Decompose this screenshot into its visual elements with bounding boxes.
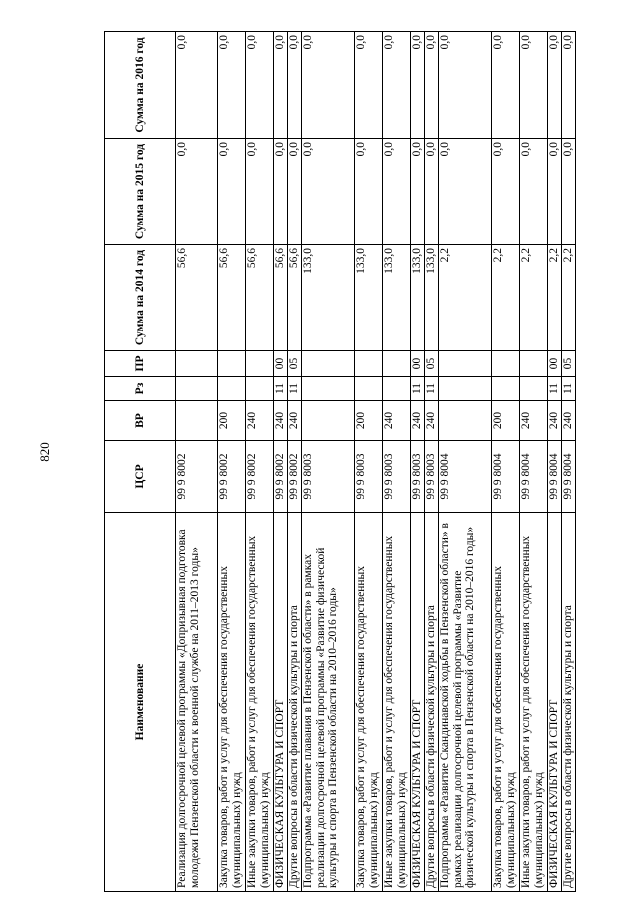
cell-name: ФИЗИЧЕСКАЯ КУЛЬТУРА И СПОРТ xyxy=(274,513,288,892)
cell-name: Иные закупки товаров, работ и услуг для обеспечения государственных (муниципальных) нужд xyxy=(246,513,274,892)
cell-vr: 240 xyxy=(411,401,425,441)
table-row xyxy=(548,32,562,892)
page-number: 820 xyxy=(37,442,52,462)
cell-sum-2015: 0,0 xyxy=(288,139,302,245)
cell-csr: 99 9 8004 xyxy=(548,441,562,513)
cell-vr: 240 xyxy=(246,401,274,441)
cell-pr xyxy=(439,351,492,377)
table-header-row xyxy=(105,32,176,892)
table-row xyxy=(492,32,520,892)
cell-vr: 240 xyxy=(562,401,576,441)
cell-rz: 11 xyxy=(411,377,425,401)
cell-name: Закупка товаров, работ и услуг для обеспечения государственных (муниципальных) нужд xyxy=(218,513,246,892)
header-csr: ЦСР xyxy=(105,441,176,513)
cell-name: Другие вопросы в области физической культуры и спорта xyxy=(562,513,576,892)
cell-csr: 99 9 8003 xyxy=(425,441,439,513)
cell-pr xyxy=(492,351,520,377)
cell-csr: 99 9 8003 xyxy=(411,441,425,513)
cell-sum-2014: 2,2 xyxy=(439,245,492,351)
cell-vr xyxy=(302,401,355,441)
table-row xyxy=(176,32,218,892)
budget-table xyxy=(104,31,576,892)
cell-rz xyxy=(383,377,411,401)
table-row xyxy=(562,32,576,892)
cell-csr: 99 9 8004 xyxy=(439,441,492,513)
cell-name: Реализация долгосрочной целевой программы «Допризывная подготовка молодежи Пензенской области к военной службе на 2011–2013 годы» xyxy=(176,513,218,892)
cell-sum-2014: 56,6 xyxy=(288,245,302,351)
cell-sum-2016: 0,0 xyxy=(411,32,425,139)
cell-sum-2014: 56,6 xyxy=(246,245,274,351)
cell-pr xyxy=(218,351,246,377)
cell-rz xyxy=(176,377,218,401)
cell-sum-2014: 133,0 xyxy=(302,245,355,351)
cell-rz xyxy=(218,377,246,401)
cell-sum-2015: 0,0 xyxy=(176,139,218,245)
cell-csr: 99 9 8002 xyxy=(176,441,218,513)
cell-vr: 200 xyxy=(218,401,246,441)
cell-sum-2014: 56,6 xyxy=(274,245,288,351)
cell-vr: 240 xyxy=(274,401,288,441)
table-row xyxy=(439,32,492,892)
cell-vr: 240 xyxy=(520,401,548,441)
cell-sum-2016: 0,0 xyxy=(218,32,246,139)
header-sum-2016: Сумма на 2016 год xyxy=(105,32,176,139)
cell-sum-2016: 0,0 xyxy=(355,32,383,139)
cell-name: Иные закупки товаров, работ и услуг для обеспечения государственных (муниципальных) нужд xyxy=(383,513,411,892)
cell-name: Закупка товаров, работ и услуг для обеспечения государственных (муниципальных) нужд xyxy=(355,513,383,892)
cell-rz xyxy=(355,377,383,401)
cell-vr xyxy=(439,401,492,441)
table-row xyxy=(288,32,302,892)
cell-sum-2015: 0,0 xyxy=(355,139,383,245)
cell-sum-2016: 0,0 xyxy=(274,32,288,139)
cell-name: ФИЗИЧЕСКАЯ КУЛЬТУРА И СПОРТ xyxy=(411,513,425,892)
cell-rz xyxy=(246,377,274,401)
cell-pr xyxy=(246,351,274,377)
cell-vr: 240 xyxy=(548,401,562,441)
cell-rz: 11 xyxy=(425,377,439,401)
header-sum-2014: Сумма на 2014 год xyxy=(105,245,176,351)
cell-pr xyxy=(520,351,548,377)
cell-sum-2014: 133,0 xyxy=(355,245,383,351)
cell-pr: 00 xyxy=(548,351,562,377)
table-row xyxy=(302,32,355,892)
cell-sum-2015: 0,0 xyxy=(302,139,355,245)
cell-pr: 05 xyxy=(288,351,302,377)
cell-rz: 11 xyxy=(562,377,576,401)
cell-pr xyxy=(176,351,218,377)
cell-rz: 11 xyxy=(288,377,302,401)
cell-vr: 240 xyxy=(425,401,439,441)
cell-rz: 11 xyxy=(548,377,562,401)
cell-name: Иные закупки товаров, работ и услуг для обеспечения государственных (муниципальных) нужд xyxy=(520,513,548,892)
cell-csr: 99 9 8003 xyxy=(302,441,355,513)
cell-csr: 99 9 8002 xyxy=(246,441,274,513)
rotated-content xyxy=(104,32,634,892)
cell-rz xyxy=(520,377,548,401)
header-rz: Рз xyxy=(105,377,176,401)
cell-sum-2015: 0,0 xyxy=(562,139,576,245)
cell-csr: 99 9 8002 xyxy=(288,441,302,513)
cell-csr: 99 9 8004 xyxy=(562,441,576,513)
header-vr: ВР xyxy=(105,401,176,441)
cell-pr: 05 xyxy=(562,351,576,377)
cell-csr: 99 9 8002 xyxy=(274,441,288,513)
cell-name: Подпрограмма «Развитие плавания в Пензенской области» в рамках реализации долгосрочной целевой программы «Развитие физической культуры и спорта в Пензенской области на 2010–2016 годы» xyxy=(302,513,355,892)
cell-rz xyxy=(439,377,492,401)
cell-sum-2016: 0,0 xyxy=(246,32,274,139)
cell-sum-2016: 0,0 xyxy=(520,32,548,139)
cell-sum-2014: 133,0 xyxy=(383,245,411,351)
cell-csr: 99 9 8002 xyxy=(218,441,246,513)
table-row xyxy=(246,32,274,892)
cell-name: Другие вопросы в области физической культуры и спорта xyxy=(288,513,302,892)
table-row xyxy=(411,32,425,892)
cell-name: Закупка товаров, работ и услуг для обеспечения государственных (муниципальных) нужд xyxy=(492,513,520,892)
cell-vr: 240 xyxy=(288,401,302,441)
cell-sum-2016: 0,0 xyxy=(439,32,492,139)
table-row xyxy=(355,32,383,892)
cell-rz xyxy=(302,377,355,401)
cell-sum-2015: 0,0 xyxy=(548,139,562,245)
cell-name: Другие вопросы в области физической культуры и спорта xyxy=(425,513,439,892)
cell-sum-2015: 0,0 xyxy=(218,139,246,245)
cell-vr xyxy=(176,401,218,441)
header-name: Наименование xyxy=(105,513,176,892)
cell-pr: 00 xyxy=(274,351,288,377)
table-body xyxy=(176,32,576,892)
cell-sum-2016: 0,0 xyxy=(425,32,439,139)
cell-sum-2014: 133,0 xyxy=(425,245,439,351)
table-row xyxy=(383,32,411,892)
header-sum-2015: Сумма на 2015 год xyxy=(105,139,176,245)
cell-pr: 00 xyxy=(411,351,425,377)
cell-name: ФИЗИЧЕСКАЯ КУЛЬТУРА И СПОРТ xyxy=(548,513,562,892)
cell-rz: 11 xyxy=(274,377,288,401)
rotated-page xyxy=(104,32,634,892)
cell-name: Подпрограмма «Развитие Скандинавской ходьбы в Пензенской области» в рамках реализации долгосрочной целевой программы «Развитие физической культуры и спорта в Пензенской области на 2010–2016 годы» xyxy=(439,513,492,892)
cell-sum-2015: 0,0 xyxy=(246,139,274,245)
table-row xyxy=(425,32,439,892)
table-row xyxy=(520,32,548,892)
cell-csr: 99 9 8003 xyxy=(355,441,383,513)
cell-pr xyxy=(355,351,383,377)
cell-csr: 99 9 8003 xyxy=(383,441,411,513)
header-pr: ПР xyxy=(105,351,176,377)
cell-vr: 240 xyxy=(383,401,411,441)
cell-sum-2014: 2,2 xyxy=(548,245,562,351)
cell-sum-2016: 0,0 xyxy=(176,32,218,139)
cell-sum-2015: 0,0 xyxy=(383,139,411,245)
cell-sum-2015: 0,0 xyxy=(520,139,548,245)
cell-sum-2016: 0,0 xyxy=(383,32,411,139)
table-row xyxy=(218,32,246,892)
cell-sum-2014: 56,6 xyxy=(176,245,218,351)
cell-sum-2016: 0,0 xyxy=(492,32,520,139)
cell-vr: 200 xyxy=(492,401,520,441)
table-row xyxy=(274,32,288,892)
cell-sum-2015: 0,0 xyxy=(411,139,425,245)
cell-sum-2016: 0,0 xyxy=(562,32,576,139)
cell-sum-2015: 0,0 xyxy=(425,139,439,245)
cell-sum-2016: 0,0 xyxy=(302,32,355,139)
cell-sum-2014: 2,2 xyxy=(562,245,576,351)
cell-csr: 99 9 8004 xyxy=(520,441,548,513)
cell-sum-2015: 0,0 xyxy=(492,139,520,245)
cell-rz xyxy=(492,377,520,401)
cell-pr xyxy=(302,351,355,377)
cell-sum-2014: 2,2 xyxy=(492,245,520,351)
cell-pr: 05 xyxy=(425,351,439,377)
cell-pr xyxy=(383,351,411,377)
cell-sum-2015: 0,0 xyxy=(274,139,288,245)
cell-sum-2015: 0,0 xyxy=(439,139,492,245)
cell-vr: 200 xyxy=(355,401,383,441)
cell-sum-2016: 0,0 xyxy=(288,32,302,139)
cell-csr: 99 9 8004 xyxy=(492,441,520,513)
cell-sum-2014: 56,6 xyxy=(218,245,246,351)
cell-sum-2016: 0,0 xyxy=(548,32,562,139)
cell-sum-2014: 2,2 xyxy=(520,245,548,351)
cell-sum-2014: 133,0 xyxy=(411,245,425,351)
